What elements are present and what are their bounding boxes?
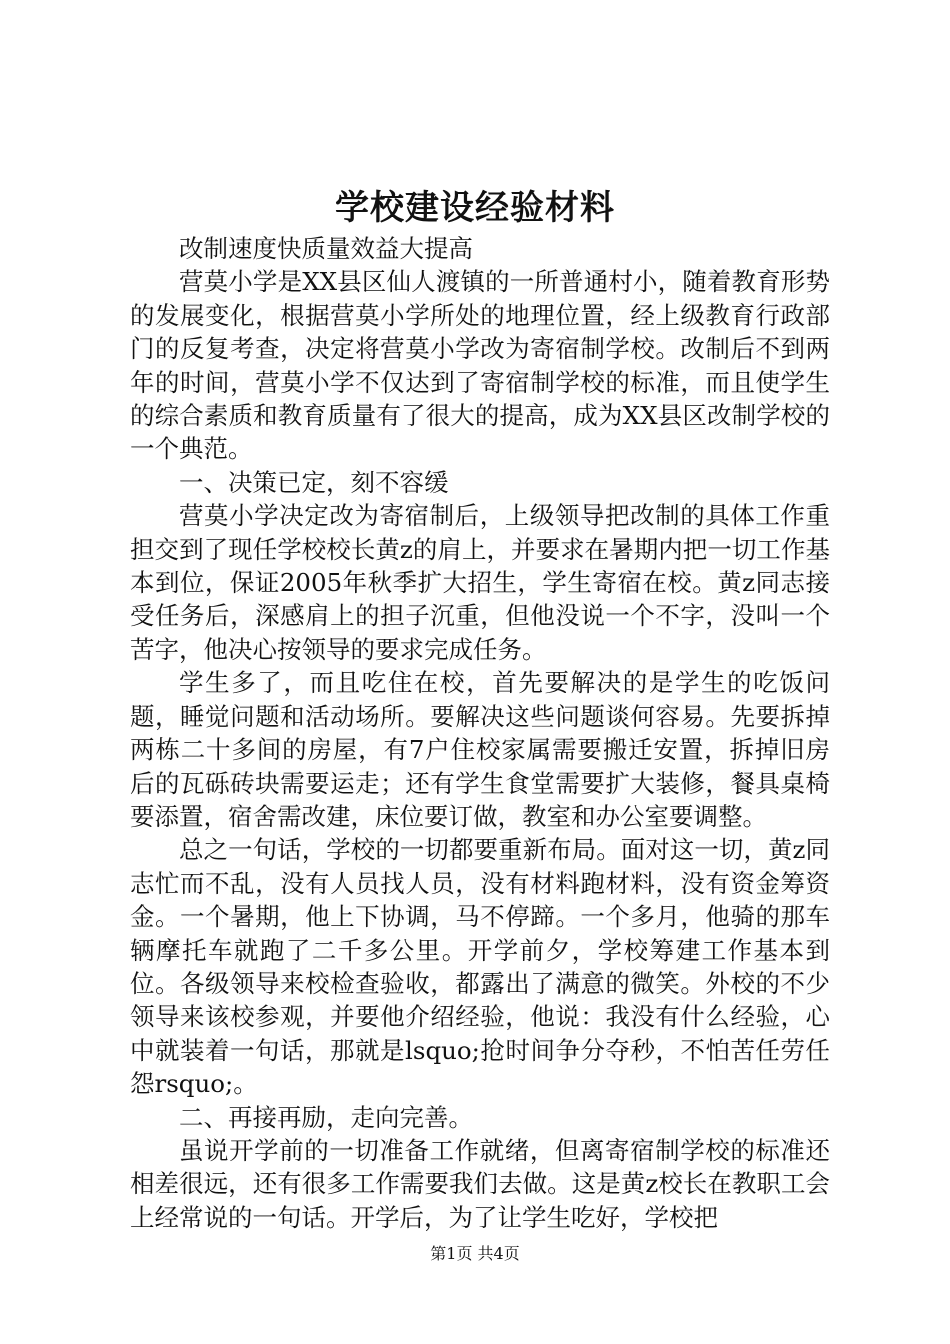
section-heading: 一、决策已定，刻不容缓 bbox=[179, 467, 449, 497]
section-heading: 二、再接再励，走向完善。 bbox=[179, 1102, 473, 1132]
document-body bbox=[130, 232, 830, 1234]
body-paragraph: 营莫小学决定改为寄宿制后，上级领导把改制的具体工作重担交到了现任学校校长黄z的肩上，并要求在暑期内把一切工作基本到位，保证2005年秋季扩大招生，学生寄宿在校。黄z同志接受任务后，深感肩上的担子沉重，但他没说一个不字，没叫一个苦字，他决心按领导的要求完成任务。 bbox=[130, 501, 830, 664]
document-title: 学校建设经验材料 bbox=[335, 188, 615, 228]
body-paragraph: 总之一句话，学校的一切都要重新布局。面对这一切，黄z同志忙而不乱，没有人员找人员，没有材料跑材料，没有资金筹资金。一个暑期，他上下协调，马不停蹄。一个多月，他骑的那车辆摩托车就跑了二千多公里。开学前夕，学校筹建工作基本到位。各级领导来校检查验收，都露出了满意的微笑。外校的不少领导来该校参观，并要他介绍经验，他说：我没有什么经验，心中就装着一句话，那就是lsquo;抢时间争分夺秒，不怕苦任劳任怨rsquo;。 bbox=[130, 835, 830, 1099]
body-paragraph: 学生多了，而且吃住在校，首先要解决的是学生的吃饭问题，睡觉问题和活动场所。要解决这些问题谈何容易。先要拆掉两栋二十多间的房屋，有7户住校家属需要搬迁安置，拆掉旧房后的瓦砾砖块需要运走；还有学生食堂需要扩大装修，餐具桌椅要添置，宿舍需改建，床位要订做，教室和办公室要调整。 bbox=[130, 668, 830, 831]
subtitle-paragraph: 改制速度快质量效益大提高 bbox=[179, 234, 473, 263]
body-paragraph: 虽说开学前的一切准备工作就绪，但离寄宿制学校的标准还相差很远，还有很多工作需要我们去做。这是黄z校长在教职工会上经常说的一句话。开学后，为了让学生吃好，学校把 bbox=[130, 1135, 830, 1232]
page-number-footer: 第1页 共4页 bbox=[430, 1244, 520, 1263]
body-paragraph: 营莫小学是XX县区仙人渡镇的一所普通村小，随着教育形势的发展变化，根据营莫小学所处的地理位置，经上级教育行政部门的反复考查，决定将营莫小学改为寄宿制学校。改制后不到两年的时间，营莫小学不仅达到了寄宿制学校的标准，而且使学生的综合素质和教育质量有了很大的提高，成为XX县区改制学校的一个典范。 bbox=[130, 267, 830, 464]
